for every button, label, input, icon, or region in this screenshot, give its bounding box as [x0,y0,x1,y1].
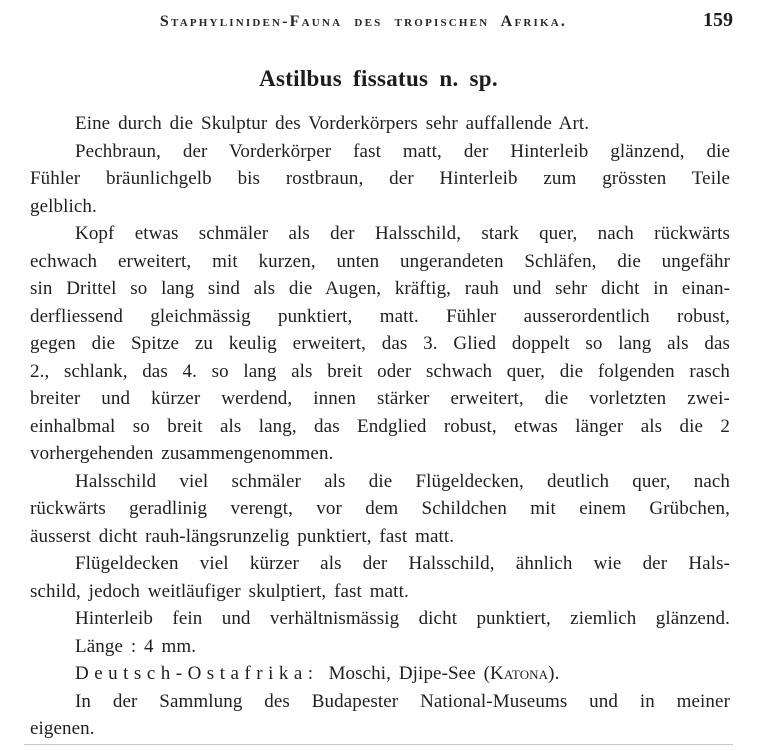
species-heading: Astilbus fissatus n. sp. [259,66,498,91]
text-line: Länge : 4 mm. [75,635,197,657]
text-line: In der Sammlung des Budapester National-Museums und in meiner [75,690,730,712]
text-line: rückwärts geradlinig verengt, vor dem Schildchen mit einem Grübchen, [30,498,730,519]
text-line: Pechbraun, der Vorderkörper fast matt, der Hinterleib glänzend, die [75,140,730,162]
running-title: Staphyliniden-Fauna des tropischen Afrika. [159,13,568,30]
paragraph [30,138,730,221]
locality-name: Deutsch-Ostafrika: [75,663,319,684]
locality-line [30,660,730,688]
paragraph [30,660,730,688]
text-line: schild, jedoch weitläufiger skulptiert, fast matt. [30,580,409,602]
text-line: vorhergehenden zusammengenommen. [30,443,334,464]
locality-close: ). [548,663,560,684]
paragraph [30,220,730,468]
text-line: Fühler bräunlichgelb bis rostbraun, der Hinterleib zum grössten Teile [30,168,730,189]
text-line: Eine durch die Skulptur des Vorderkörpers sehr auffallende Art. [75,113,590,134]
text-line: derfliessend gleichmässig punktiert, matt. Fühler ausserordentlich robust, [30,305,730,327]
text-line: sin Drittel so lang sind als die Augen, kräftig, rauh und sehr dicht in einan- [30,278,730,299]
text-line: gelblich. [30,195,97,217]
paragraph [30,110,730,138]
paragraph [30,633,730,661]
text-line: einhalbmal so breit als lang, das Endglied robust, etwas länger als die 2 [30,415,730,437]
paragraph [30,688,730,743]
text-line: gegen die Spitze zu keulig erweitert, das 3. Glied doppelt so lang als das [30,333,730,354]
collector-name: Katona [490,663,549,684]
paragraph [30,550,730,605]
text-line: Hinterleib fein und verhältnismässig dicht punktiert, ziemlich glänzend. [75,608,730,629]
paragraph [30,605,730,633]
page-bottom-rule [24,744,733,745]
text-line: eigenen. [30,718,95,739]
text-line: Flügeldecken viel kürzer als der Halsschild, ähnlich wie der Hals- [75,553,730,574]
body-text [30,110,730,743]
text-line: breiter und kürzer werdend, innen stärker erweitert, die vorletzten zwei- [30,388,730,409]
text-line: echwach erweitert, mit kurzen, unten ungerandeten Schläfen, die ungefähr [30,250,730,272]
text-line: Halsschild viel schmäler als die Flügeldecken, deutlich quer, nach [75,470,730,492]
locality-detail: Moschi, Djipe-See ( [328,663,491,684]
page-number: 159 [703,9,733,31]
text-line: äusserst dicht rauh-längsrunzelig punktiert, fast matt. [30,525,455,547]
text-line: Kopf etwas schmäler als der Halsschild, stark quer, nach rückwärts [75,223,730,244]
paragraph [30,468,730,551]
text-line: 2., schlank, das 4. so lang als breit oder schwach quer, die folgenden rasch [30,360,730,382]
